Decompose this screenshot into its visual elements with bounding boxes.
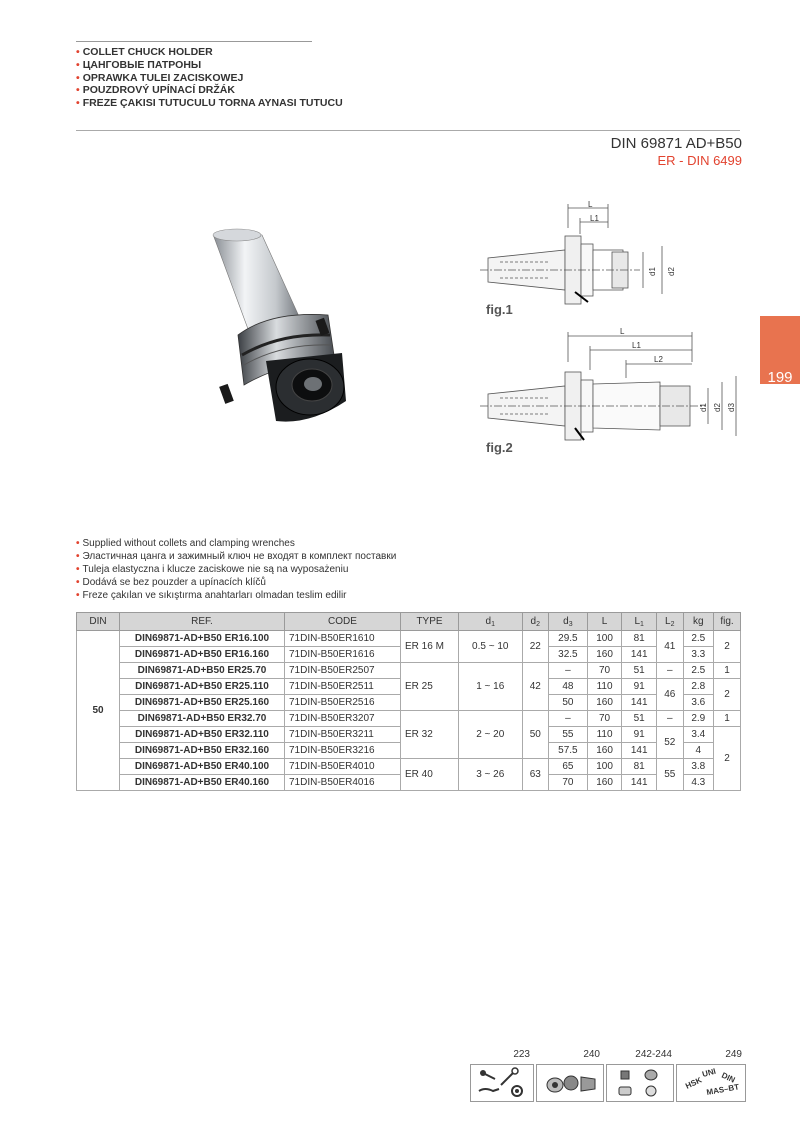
d3-cell: 50 <box>549 695 588 711</box>
d3-cell: 48 <box>549 679 588 695</box>
supply-notes <box>76 538 396 603</box>
l2-cell: 52 <box>657 727 684 759</box>
code-cell: 71DIN-B50ER2507 <box>285 663 401 679</box>
l1-cell: 91 <box>622 727 657 743</box>
l1-cell: 51 <box>622 663 657 679</box>
ref-page-242-244: 242-244 <box>635 1049 672 1060</box>
svg-text:d1: d1 <box>699 403 708 412</box>
kg-cell: 2.9 <box>683 711 714 727</box>
ref-cell: DIN69871-AD+B50 ER40.160 <box>120 775 285 791</box>
code-cell: 71DIN-B50ER3211 <box>285 727 401 743</box>
fig2-label: fig.2 <box>486 440 513 455</box>
l-cell: 160 <box>587 743 622 759</box>
l1-cell: 141 <box>622 695 657 711</box>
l-cell: 110 <box>587 679 622 695</box>
kg-cell: 3.3 <box>683 647 714 663</box>
code-cell: 71DIN-B50ER4010 <box>285 759 401 775</box>
l1-cell: 91 <box>622 679 657 695</box>
svg-text:L: L <box>588 200 593 209</box>
l-cell: 100 <box>587 631 622 647</box>
svg-text:MAS–BT: MAS–BT <box>705 1082 740 1097</box>
note-en: • Supplied without collets and clamping wrenches <box>76 538 295 549</box>
l1-cell: 141 <box>622 743 657 759</box>
fig1-drawing <box>480 200 690 310</box>
col-ref: REF. <box>120 613 285 631</box>
svg-text:L: L <box>620 327 625 336</box>
d2-cell: 22 <box>522 631 549 663</box>
d3-cell: 32.5 <box>549 647 588 663</box>
title-en: • COLLET CHUCK HOLDER <box>76 46 213 58</box>
l-cell: 160 <box>587 695 622 711</box>
l1-cell: 141 <box>622 647 657 663</box>
code-cell: 71DIN-B50ER4016 <box>285 775 401 791</box>
l2-cell: – <box>657 711 684 727</box>
note-pl: • Tuleja elastyczna i klucze zaciskowe nie są na wyposażeniu <box>76 563 349 575</box>
type-cell: ER 25 <box>401 663 459 711</box>
kg-cell: 2.8 <box>683 679 714 695</box>
collet-chuck-holder-image <box>200 225 360 440</box>
l2-cell: 55 <box>657 759 684 791</box>
l2-cell: 41 <box>657 631 684 663</box>
table-row <box>77 631 741 647</box>
l-cell: 70 <box>587 663 622 679</box>
header-rule <box>76 41 312 42</box>
ref-page-249: 249 <box>725 1049 742 1060</box>
code-cell: 71DIN-B50ER2511 <box>285 679 401 695</box>
svg-text:d2: d2 <box>713 403 722 412</box>
table-header-row <box>77 613 741 631</box>
l-cell: 70 <box>587 711 622 727</box>
ref-cell: DIN69871-AD+B50 ER32.160 <box>120 743 285 759</box>
col-fig: fig. <box>714 613 741 631</box>
col-d1: $d_1$ <box>459 613 523 631</box>
col-l2: $L_2$ <box>657 613 684 631</box>
table-row <box>77 711 741 727</box>
kg-cell: 4.3 <box>683 775 714 791</box>
kg-cell: 3.4 <box>683 727 714 743</box>
ref-cell: DIN69871-AD+B50 ER32.110 <box>120 727 285 743</box>
d3-cell: – <box>549 711 588 727</box>
d3-cell: 70 <box>549 775 588 791</box>
note-tr: • Freze çakılan ve sıkıştırma anahtarları olmadan teslim edilir <box>76 589 347 601</box>
l1-cell: 81 <box>622 759 657 775</box>
type-cell: ER 32 <box>401 711 459 759</box>
svg-text:DIN: DIN <box>720 1070 737 1085</box>
l-cell: 100 <box>587 759 622 775</box>
code-cell: 71DIN-B50ER1616 <box>285 647 401 663</box>
l1-cell: 81 <box>622 631 657 647</box>
din-cell: 50 <box>77 631 120 791</box>
din-standard-title: DIN 69871 AD+B50 <box>610 135 742 152</box>
l1-cell: 141 <box>622 775 657 791</box>
d3-cell: 57.5 <box>549 743 588 759</box>
type-cell: ER 40 <box>401 759 459 791</box>
note-cz: • Dodává se bez pouzder a upínacích klíčů <box>76 576 266 588</box>
table-row <box>77 663 741 679</box>
fig1-label: fig.1 <box>486 302 513 317</box>
l2-cell: 46 <box>657 679 684 711</box>
col-kg: kg <box>683 613 714 631</box>
svg-text:d2: d2 <box>667 267 676 276</box>
kg-cell: 3.8 <box>683 759 714 775</box>
table-row <box>77 759 741 775</box>
d1-cell: 1 ~ 16 <box>459 663 523 711</box>
ref-cell: DIN69871-AD+B50 ER40.100 <box>120 759 285 775</box>
kg-cell: 2.5 <box>683 631 714 647</box>
d1-cell: 3 ~ 26 <box>459 759 523 791</box>
kg-cell: 2.5 <box>683 663 714 679</box>
d1-cell: 2 ~ 20 <box>459 711 523 759</box>
fig-cell: 2 <box>714 679 741 711</box>
svg-text:L1: L1 <box>590 214 599 223</box>
collet-wrench-icon <box>470 1064 534 1102</box>
l-cell: 160 <box>587 647 622 663</box>
product-titles <box>76 46 343 110</box>
col-d2: $d_2$ <box>522 613 549 631</box>
type-cell: ER 16 M <box>401 631 459 663</box>
pull-stud-icon <box>606 1064 674 1102</box>
taper-standards-icon <box>676 1064 746 1102</box>
svg-text:L1: L1 <box>632 341 641 350</box>
fig-cell: 1 <box>714 711 741 727</box>
d1-cell: 0.5 ~ 10 <box>459 631 523 663</box>
svg-text:d1: d1 <box>648 267 657 276</box>
page-number: 199 <box>767 369 793 386</box>
collet-nut-icon <box>536 1064 604 1102</box>
svg-text:HSK: HSK <box>684 1075 704 1091</box>
code-cell: 71DIN-B50ER1610 <box>285 631 401 647</box>
specification-table <box>76 612 741 791</box>
fig-cell: 2 <box>714 727 741 791</box>
col-type: TYPE <box>401 613 459 631</box>
ref-cell: DIN69871-AD+B50 ER16.100 <box>120 631 285 647</box>
code-cell: 71DIN-B50ER3207 <box>285 711 401 727</box>
code-cell: 71DIN-B50ER3216 <box>285 743 401 759</box>
l2-cell: – <box>657 663 684 679</box>
kg-cell: 4 <box>683 743 714 759</box>
title-ru: • ЦАНГОВЫЕ ПАТРОНЫ <box>76 58 202 71</box>
svg-text:L2: L2 <box>654 355 663 364</box>
section-rule <box>76 130 740 131</box>
d3-cell: 55 <box>549 727 588 743</box>
d2-cell: 63 <box>522 759 549 791</box>
d3-cell: 29.5 <box>549 631 588 647</box>
title-tr: • FREZE ÇAKISI TUTUCULU TORNA AYNASI TUTUCU <box>76 97 343 110</box>
l-cell: 110 <box>587 727 622 743</box>
d3-cell: – <box>549 663 588 679</box>
col-l1: $L_1$ <box>622 613 657 631</box>
col-code: CODE <box>285 613 401 631</box>
fig-cell: 1 <box>714 663 741 679</box>
svg-text:UNI: UNI <box>701 1066 717 1079</box>
kg-cell: 3.6 <box>683 695 714 711</box>
title-pl: • OPRAWKA TULEI ZACISKOWEJ <box>76 71 244 84</box>
ref-cell: DIN69871-AD+B50 ER32.70 <box>120 711 285 727</box>
l1-cell: 51 <box>622 711 657 727</box>
accessory-page-references <box>468 1049 744 1101</box>
note-ru: • Эластичная цанга и зажимный ключ не входят в комплект поставки <box>76 550 397 562</box>
l-cell: 160 <box>587 775 622 791</box>
fig-cell: 2 <box>714 631 741 663</box>
col-d3: $d_3$ <box>549 613 588 631</box>
col-din: DIN <box>77 613 120 631</box>
d3-cell: 65 <box>549 759 588 775</box>
din-collet-standard: ER - DIN 6499 <box>657 153 742 168</box>
d2-cell: 50 <box>522 711 549 759</box>
ref-page-223: 223 <box>513 1049 530 1060</box>
fig2-drawing <box>480 326 750 446</box>
ref-cell: DIN69871-AD+B50 ER16.160 <box>120 647 285 663</box>
code-cell: 71DIN-B50ER2516 <box>285 695 401 711</box>
ref-cell: DIN69871-AD+B50 ER25.70 <box>120 663 285 679</box>
ref-cell: DIN69871-AD+B50 ER25.160 <box>120 695 285 711</box>
ref-page-240: 240 <box>583 1049 600 1060</box>
svg-text:d3: d3 <box>727 403 736 412</box>
ref-cell: DIN69871-AD+B50 ER25.110 <box>120 679 285 695</box>
title-cz: • POUZDROVÝ UPÍNACÍ DRŽÁK <box>76 84 235 97</box>
col-l: L <box>587 613 622 631</box>
d2-cell: 42 <box>522 663 549 711</box>
